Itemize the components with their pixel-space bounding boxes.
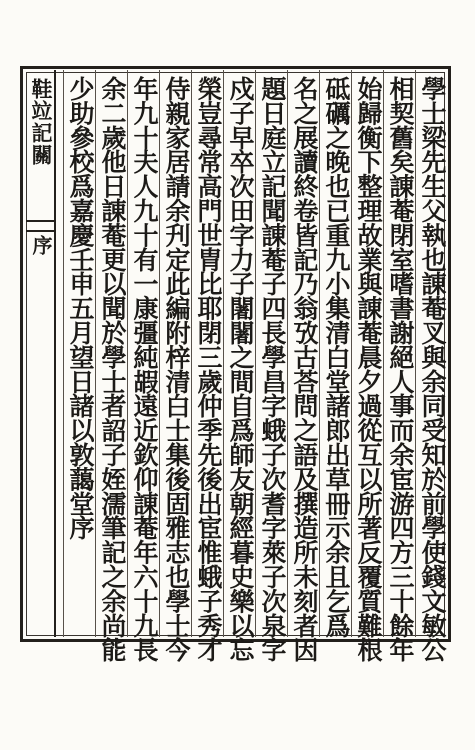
column-text: 名之展讀終卷皆記乃翁攷古荅問之語及撰造所未刻者因 [290, 76, 319, 662]
column-text: 少助參校爲嘉慶壬申五月望日諸以敦藹堂序 [66, 76, 95, 540]
column-text: 戍子早卒次田字力子闍闍之間自爲師友朝經暮史樂以忘 [226, 76, 255, 662]
text-column [287, 70, 319, 662]
text-column [191, 70, 223, 662]
column-text: 題日庭立記聞諌菴子四長學昌字蛾子次耆字萊子次泉字 [258, 76, 287, 662]
column-text: 榮豈尋常高門世胄比耶閉三歲仲季先後出宦惟蛾子秀才 [194, 76, 223, 662]
column-text: 相契舊矣諌菴閉室嗜書謝絕人事而余宦游四方三十餘年 [386, 76, 415, 662]
column-text: 學士梁先生父執也諌菴叉與余同受知於前學使錢文敏公 [418, 76, 447, 662]
column-text: 侍親家居請余刋定此編附梓清白士集後固雅志也學士今 [162, 76, 191, 662]
text-column [63, 70, 95, 637]
book-title: 鞋竝記關 [29, 78, 54, 166]
text-column [255, 70, 287, 662]
text-column [415, 70, 447, 662]
column-text: 砥礪之晚也已重九小集清白堂諸郎出草冊示余且乞爲 [322, 76, 351, 638]
column-text: 始歸衡下整理故業與諌菴晨夕過從互以所著反覆質難根 [354, 76, 383, 662]
text-column [95, 70, 127, 662]
column-text: 余二歲他日諌菴更以聞於學士者詔子姪濡筆記之余尚能 [98, 76, 127, 662]
text-column [223, 70, 255, 662]
text-column [159, 70, 191, 662]
text-column [383, 70, 415, 662]
text-columns [57, 70, 447, 662]
center-fold-column [26, 70, 56, 637]
section-label: 序 [29, 235, 53, 255]
fish-tail-mark [26, 220, 54, 232]
text-column [319, 70, 351, 637]
text-column [127, 70, 159, 662]
column-text: 年九十夫人九十有一康彊純嘏遠近欽仰諌菴年六十九長 [130, 76, 159, 662]
text-column [351, 70, 383, 662]
